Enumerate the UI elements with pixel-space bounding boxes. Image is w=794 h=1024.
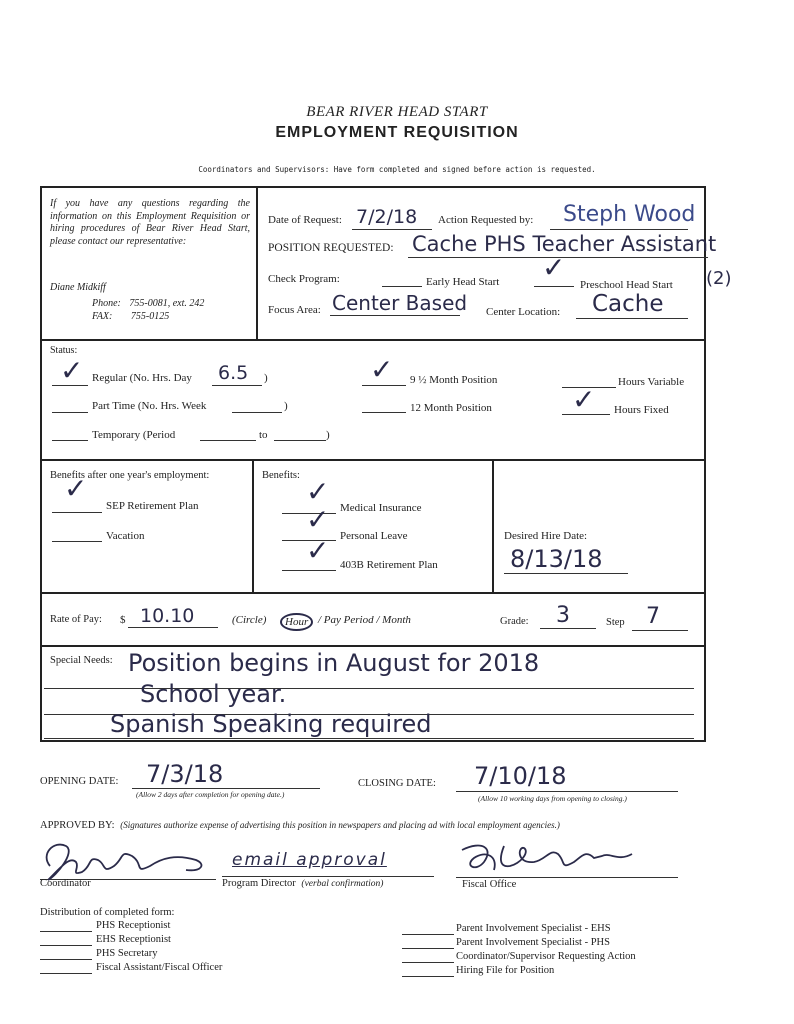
closing-date-note: (Allow 10 working days from opening to closing.) bbox=[478, 794, 627, 803]
position-value[interactable]: Cache PHS Teacher Assistant bbox=[412, 232, 717, 256]
hours-variable: Hours Variable bbox=[618, 376, 685, 388]
sep-label: SEP Retirement Plan bbox=[106, 500, 199, 512]
regular-label: Regular (No. Hrs. Day bbox=[92, 372, 192, 384]
vacation-label: Vacation bbox=[106, 530, 145, 542]
date-request-value[interactable]: 7/2/18 bbox=[356, 206, 418, 228]
checkmark-icon: ✓ bbox=[370, 353, 394, 386]
grade-label: Grade: bbox=[500, 616, 529, 627]
org-name: BEAR RIVER HEAD START bbox=[306, 104, 488, 120]
checkmark-icon: ✓ bbox=[572, 383, 596, 416]
retirement-label: 403B Retirement Plan bbox=[340, 559, 438, 571]
director-approval-value[interactable]: email approval bbox=[232, 850, 387, 870]
position-note: (2) bbox=[706, 268, 732, 289]
dist-right-4: Hiring File for Position bbox=[456, 965, 555, 976]
step-value[interactable]: 7 bbox=[646, 604, 660, 629]
focus-value[interactable]: Center Based bbox=[332, 291, 468, 315]
approved-label: APPROVED BY: bbox=[40, 820, 115, 831]
special-needs-label: Special Needs: bbox=[50, 655, 113, 666]
hours-fixed: Hours Fixed bbox=[614, 404, 669, 416]
temporary-label: Temporary (Period bbox=[92, 429, 176, 441]
fax-value: 755-0125 bbox=[130, 311, 170, 322]
month95-label: 9 ½ Month Position bbox=[410, 374, 498, 386]
focus-label: Focus Area: bbox=[268, 304, 321, 316]
fiscal-signature bbox=[454, 836, 654, 884]
program-label: Check Program: bbox=[268, 273, 340, 285]
dist-left-1: PHS Receptionist bbox=[96, 920, 171, 931]
phone-value: 755-0081, ext. 242 bbox=[129, 298, 205, 309]
closing-date-value[interactable]: 7/10/18 bbox=[474, 762, 567, 790]
fax-label: FAX: bbox=[92, 311, 113, 322]
coordinator-label: Coordinator bbox=[40, 878, 91, 889]
position-label: POSITION REQUESTED: bbox=[268, 242, 394, 254]
director-label: Program Director bbox=[222, 878, 296, 889]
special-needs-line1[interactable]: Position begins in August for 2018 bbox=[128, 649, 540, 677]
checkmark-icon: ✓ bbox=[60, 354, 84, 387]
special-needs-line2[interactable]: School year. bbox=[140, 680, 287, 708]
checkmark-icon: ✓ bbox=[306, 534, 330, 567]
action-label: Action Requested by: bbox=[438, 214, 534, 226]
program-phs: Preschool Head Start bbox=[580, 279, 673, 291]
hire-date-value[interactable]: 8/13/18 bbox=[510, 545, 603, 573]
dist-left-3: PHS Secretary bbox=[96, 948, 158, 959]
benefits-label: Benefits: bbox=[262, 470, 300, 481]
phone-label: Phone: bbox=[92, 298, 121, 309]
personal-label: Personal Leave bbox=[340, 530, 408, 542]
opening-date-label: OPENING DATE: bbox=[40, 776, 119, 787]
program-ehs: Early Head Start bbox=[426, 276, 500, 288]
date-request-label: Date of Request: bbox=[268, 214, 342, 226]
grade-value[interactable]: 3 bbox=[556, 603, 570, 628]
form-instruction: Coordinators and Supervisors: Have form completed and signed before action is requested. bbox=[198, 165, 596, 174]
opening-date-note: (Allow 2 days after completion for opening date.) bbox=[136, 790, 285, 799]
dist-left-2: EHS Receptionist bbox=[96, 934, 171, 945]
contact-name: Diane Midkiff bbox=[50, 282, 106, 293]
contact-text: If you have any questions regarding the information on this Employment Requisition or hiring procedures of Bear River Head Start, please contact our representative: bbox=[50, 198, 250, 247]
dist-right-3: Coordinator/Supervisor Requesting Action bbox=[456, 951, 636, 962]
special-needs-line3[interactable]: Spanish Speaking required bbox=[110, 710, 432, 738]
rate-value[interactable]: 10.10 bbox=[140, 605, 195, 627]
checkmark-icon: ✓ bbox=[306, 475, 330, 508]
checkmark-icon: ✓ bbox=[64, 472, 88, 505]
fiscal-label: Fiscal Office bbox=[462, 879, 517, 890]
approved-note: (Signatures authorize expense of advertising this position in newspapers and placing ad with local employment agencies.) bbox=[120, 820, 560, 830]
medical-label: Medical Insurance bbox=[340, 502, 422, 514]
distribution-label: Distribution of completed form: bbox=[40, 907, 175, 918]
step-label: Step bbox=[606, 617, 625, 628]
closing-date-label: CLOSING DATE: bbox=[358, 778, 436, 789]
parttime-label: Part Time (No. Hrs. Week bbox=[92, 400, 207, 412]
dist-right-2: Parent Involvement Specialist - PHS bbox=[456, 937, 610, 948]
director-note: (verbal confirmation) bbox=[301, 879, 384, 889]
month12-label: 12 Month Position bbox=[410, 402, 492, 414]
action-value[interactable]: Steph Wood bbox=[563, 202, 696, 227]
period-month-options: / Pay Period / Month bbox=[318, 614, 411, 626]
rate-label: Rate of Pay: bbox=[50, 614, 102, 625]
currency-symbol: $ bbox=[120, 614, 126, 626]
circle-label: (Circle) bbox=[232, 614, 267, 626]
hire-date-label: Desired Hire Date: bbox=[504, 530, 588, 542]
form-title: EMPLOYMENT REQUISITION bbox=[275, 124, 519, 141]
temporary-to: to bbox=[259, 429, 268, 441]
benefits-after-label: Benefits after one year's employment: bbox=[50, 470, 210, 481]
center-value[interactable]: Cache bbox=[592, 291, 664, 317]
hour-option[interactable]: Hour bbox=[280, 613, 313, 631]
dist-left-4: Fiscal Assistant/Fiscal Officer bbox=[96, 962, 223, 973]
checkmark-icon: ✓ bbox=[542, 251, 566, 284]
opening-date-value[interactable]: 7/3/18 bbox=[146, 760, 224, 788]
dist-right-1: Parent Involvement Specialist - EHS bbox=[456, 923, 611, 934]
regular-hours[interactable]: 6.5 bbox=[218, 362, 249, 384]
center-label: Center Location: bbox=[486, 306, 561, 318]
checkmark-icon: ✓ bbox=[306, 503, 330, 536]
status-label: Status: bbox=[50, 345, 78, 356]
